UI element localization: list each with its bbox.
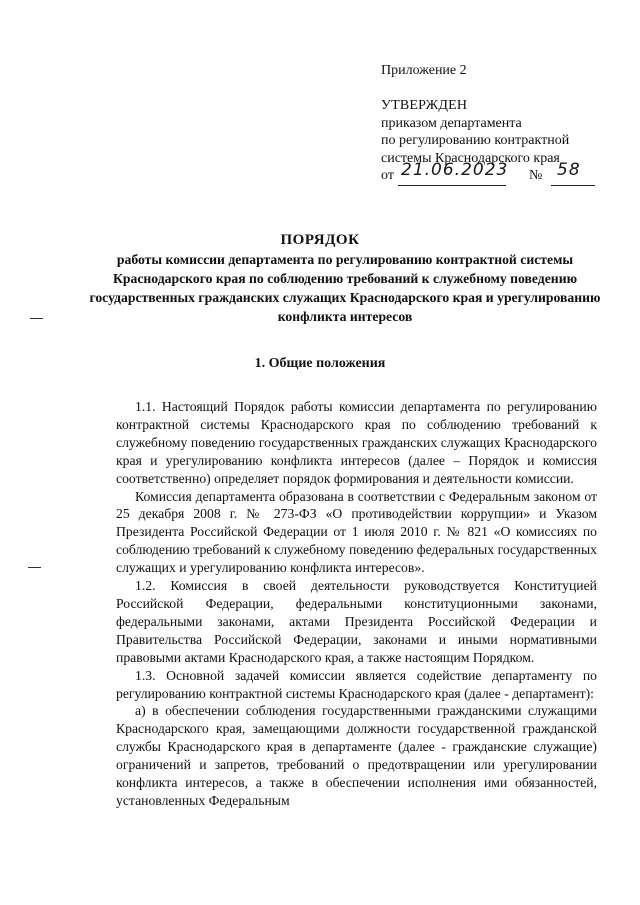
- date-number-row: [381, 160, 581, 187]
- document-title: ПОРЯДОК: [280, 232, 360, 248]
- paragraph: а) в обеспечении соблюдения государственными гражданскими служащими Краснодарского края, замещающими должности государственной гражданской службы Краснодарского края в департаменте (далее - гражданские служащие) ограничений и запретов, требований о предотвращении или урегулировании конфликта интересов, а также в обеспечении исполнения ими обязанностей, установленных Федеральным: [116, 703, 597, 808]
- approved-line: системы Краснодарского края: [381, 150, 560, 166]
- number-prefix: №: [529, 168, 543, 183]
- paragraph: 1.1. Настоящий Порядок работы комиссии департамента по регулированию контрактной системы Краснодарского края по соблюдению требований к служебному поведению государственных гражданских служащих Краснодарского края и урегулированию конфликта интересов (далее – Порядок и комиссия соответственно) определяет порядок формирования и деятельности комиссии.: [116, 399, 597, 486]
- handwritten-date: 21.06.2023: [401, 160, 509, 180]
- section-heading: 1. Общие положения: [254, 356, 386, 371]
- approved-line: по регулированию контрактной: [381, 133, 570, 148]
- paragraph: Комиссия департамента образована в соответствии с Федеральным законом от 25 декабря 2008 г. № 273-ФЗ «О противодействии коррупции» и Указом Президента Российской Федерации от 1 июля 2010 г. № 821 «О комиссиях по соблюдению требований к служебному поведению федеральных государственных служащих и урегулированию конфликта интересов».: [116, 488, 597, 576]
- paragraph: 1.3. Основной задачей комиссии является содействие департаменту по регулированию контрактной системы Краснодарского края (далее - департамент):: [116, 667, 597, 701]
- number-underline: [551, 185, 595, 186]
- handwritten-number: 58: [557, 160, 581, 180]
- document-subtitle: работы комиссии департамента по регулированию контрактной системы Краснодарского края по соблюдению требований к служебному поведению государственных гражданских служащих Краснодарского края и урегулированию конфликта интересов: [89, 252, 601, 324]
- appendix-label: Приложение 2: [381, 63, 467, 78]
- approved-line: приказом департамента: [381, 115, 522, 131]
- document-body: [116, 398, 597, 810]
- approval-block: [381, 97, 581, 187]
- date-prefix: от: [381, 168, 394, 183]
- date-underline: [398, 185, 506, 186]
- approved-title: УТВЕРЖДЕН: [381, 98, 468, 113]
- margin-mark: [28, 567, 41, 568]
- paragraph: 1.2. Комиссия в своей деятельности руководствуется Конституцией Российской Федерации, федеральными конституционными законами, федеральными законами, актами Президента Российской Федерации и Правительства Российской Федерации, законами и иными нормативными правовыми актами Краснодарского края, а также настоящим Порядком.: [116, 578, 597, 665]
- margin-mark: [30, 318, 43, 319]
